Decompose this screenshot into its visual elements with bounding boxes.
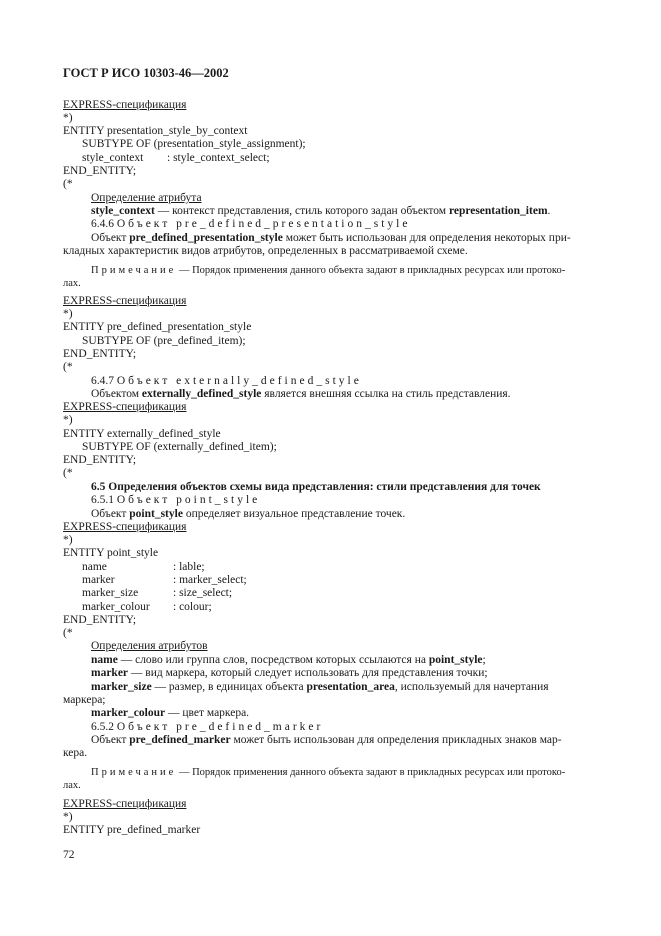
paragraph-line bbox=[91, 707, 249, 720]
text: может быть использован для определения некоторых при- bbox=[282, 232, 571, 244]
code-line: (* bbox=[63, 467, 73, 479]
code-line: (* bbox=[63, 178, 73, 190]
text: Объект bbox=[91, 232, 130, 244]
term: presentation_area bbox=[306, 681, 395, 693]
term: marker_colour bbox=[91, 707, 166, 719]
section-title: Объект pre_defined_marker bbox=[116, 721, 324, 733]
code-line: ENTITY pre_defined_presentation_style bbox=[63, 321, 252, 333]
note-line bbox=[91, 264, 565, 277]
express-spec-heading: EXPRESS-спецификация bbox=[63, 521, 187, 533]
paragraph-line bbox=[91, 388, 511, 401]
attribute-name: marker_colour bbox=[82, 601, 150, 613]
note-text: — Порядок применения данного объекта задают в прикладных ресурсах или протоко- bbox=[176, 265, 566, 276]
code-line: END_ENTITY; bbox=[63, 454, 137, 466]
paragraph-line bbox=[91, 654, 486, 667]
code-line: ENTITY presentation_style_by_context bbox=[63, 125, 248, 137]
code-line: SUBTYPE OF (pre_defined_item); bbox=[82, 335, 246, 347]
paragraph-line: кера. bbox=[63, 747, 88, 759]
express-spec-heading: EXPRESS-спецификация bbox=[63, 295, 187, 307]
paragraph-line: маркера; bbox=[63, 694, 106, 706]
text: определяет визуальное представление точек. bbox=[182, 508, 406, 520]
code-line: SUBTYPE OF (presentation_style_assignment); bbox=[82, 138, 306, 150]
code-line: END_ENTITY; bbox=[63, 348, 137, 360]
code-line: style_context bbox=[82, 152, 144, 164]
term: point_style bbox=[428, 654, 483, 666]
attribute-name: marker_size bbox=[82, 587, 139, 599]
note-text: — Порядок применения данного объекта задают в прикладных ресурсах или протоко- bbox=[176, 767, 566, 778]
section-heading bbox=[91, 721, 323, 734]
code-line: (* bbox=[63, 627, 73, 639]
paragraph-line bbox=[91, 232, 571, 245]
code-line: *) bbox=[63, 414, 73, 426]
text: . bbox=[547, 205, 551, 217]
text: — контекст представления, стиль которого задан объектом bbox=[154, 205, 449, 217]
section-number: 6.4.7 bbox=[91, 375, 117, 387]
section-heading bbox=[91, 375, 362, 388]
code-line: SUBTYPE OF (externally_defined_item); bbox=[82, 441, 277, 453]
express-spec-heading: EXPRESS-спецификация bbox=[63, 99, 187, 111]
page-number: 72 bbox=[63, 849, 75, 861]
term: pre_defined_marker bbox=[129, 734, 231, 746]
note-line bbox=[91, 766, 565, 779]
code-line: *) bbox=[63, 308, 73, 320]
term: style_context bbox=[91, 205, 155, 217]
section-number: 6.4.6 bbox=[91, 218, 117, 230]
section-heading bbox=[91, 218, 410, 231]
section-title: Объект point_style bbox=[116, 494, 261, 506]
attribute-type: : colour; bbox=[173, 601, 212, 613]
express-spec-heading: EXPRESS-спецификация bbox=[63, 401, 187, 413]
text: Объект bbox=[91, 508, 130, 520]
attribute-type: : marker_select; bbox=[173, 574, 247, 586]
term: point_style bbox=[129, 508, 183, 520]
term: marker_size bbox=[91, 681, 152, 693]
text: Объектом bbox=[91, 388, 142, 400]
text: ; bbox=[482, 654, 486, 666]
paragraph-line bbox=[91, 667, 488, 680]
paragraph-line: кладных характеристик видов атрибутов, определенных в рассматриваемой схеме. bbox=[63, 245, 468, 257]
attribute-definition-heading: Определения атрибутов bbox=[91, 640, 208, 652]
section-number: 6.5.1 bbox=[91, 494, 117, 506]
paragraph-line bbox=[91, 681, 549, 694]
text: , используемый для начертания bbox=[394, 681, 549, 693]
code-line: END_ENTITY; bbox=[63, 165, 137, 177]
express-spec-heading: EXPRESS-спецификация bbox=[63, 798, 187, 810]
section-number: 6.5.2 bbox=[91, 721, 117, 733]
section-heading-bold: 6.5 Определения объектов схемы вида представления: стили представления для точек bbox=[91, 481, 541, 493]
section-heading bbox=[91, 494, 260, 507]
term: externally_defined_style bbox=[141, 388, 262, 400]
page-header: ГОСТ Р ИСО 10303-46—2002 bbox=[63, 66, 229, 80]
code-line: *) bbox=[63, 811, 73, 823]
text: — слово или группа слов, посредством которых ссылаются на bbox=[117, 654, 429, 666]
term: pre_defined_presentation_style bbox=[129, 232, 283, 244]
term: name bbox=[91, 654, 118, 666]
text: Объект bbox=[91, 734, 130, 746]
attribute-type: : lable; bbox=[173, 561, 205, 573]
code-line: END_ENTITY; bbox=[63, 614, 137, 626]
attribute-name: marker bbox=[82, 574, 115, 586]
text: является внешняя ссылка на стиль представления. bbox=[261, 388, 511, 400]
text: — размер, в единицах объекта bbox=[151, 681, 307, 693]
attribute-type: : size_select; bbox=[173, 587, 233, 599]
paragraph-line bbox=[91, 205, 550, 218]
text: — вид маркера, который следует использовать для представления точки; bbox=[128, 667, 488, 679]
code-line: ENTITY pre_defined_marker bbox=[63, 824, 201, 836]
code-line: ENTITY point_style bbox=[63, 547, 159, 559]
code-line: ENTITY externally_defined_style bbox=[63, 428, 221, 440]
paragraph-line bbox=[91, 508, 405, 521]
attribute-definition-heading: Определение атрибута bbox=[91, 192, 202, 204]
term: representation_item bbox=[448, 205, 548, 217]
attribute-name: name bbox=[82, 561, 107, 573]
code-line: (* bbox=[63, 361, 73, 373]
code-line: *) bbox=[63, 112, 73, 124]
note-label: Примечание bbox=[91, 767, 177, 778]
code-line: : style_context_select; bbox=[167, 152, 270, 164]
note-line: лах. bbox=[63, 780, 81, 791]
code-line: *) bbox=[63, 534, 73, 546]
note-line: лах. bbox=[63, 278, 81, 289]
note-label: Примечание bbox=[91, 265, 177, 276]
section-title: Объект externally_defined_style bbox=[116, 375, 362, 387]
paragraph-line bbox=[91, 734, 562, 747]
text: — цвет маркера. bbox=[165, 707, 250, 719]
text: может быть использован для определения прикладных знаков мар- bbox=[230, 734, 562, 746]
section-title: Объект pre_defined_presentation_style bbox=[116, 218, 411, 230]
term: marker bbox=[91, 667, 129, 679]
